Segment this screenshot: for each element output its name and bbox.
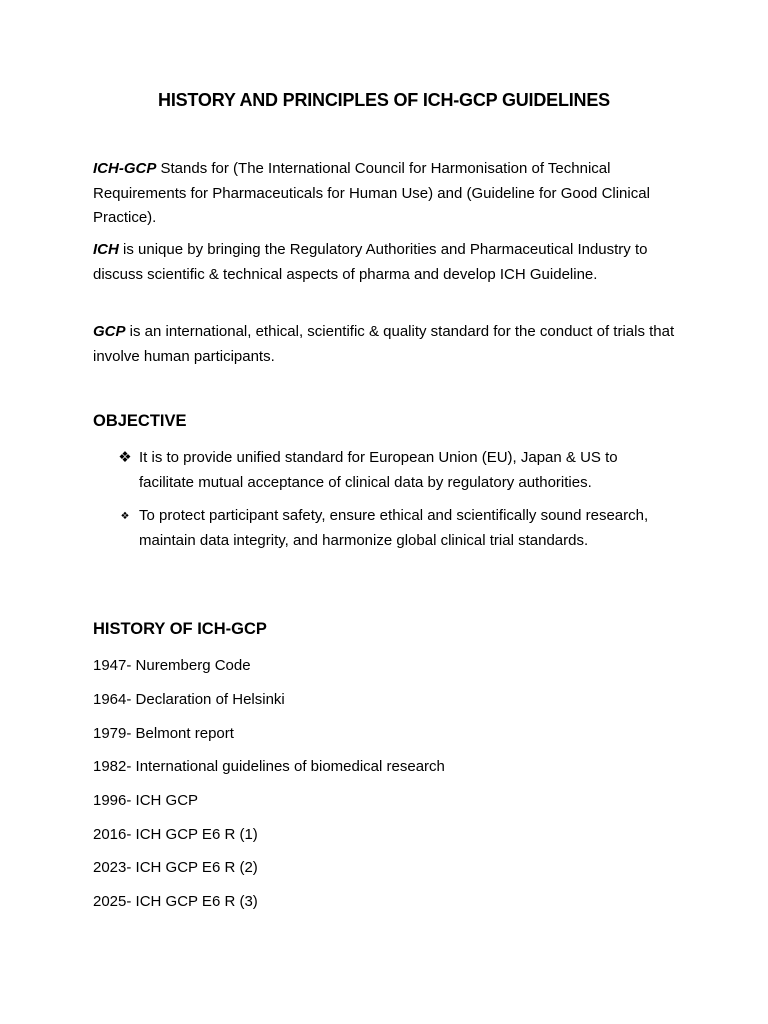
history-item: 2025- ICH GCP E6 R (3): [93, 893, 258, 910]
objective-bullet: [116, 504, 676, 553]
paragraph-gcp: [93, 320, 683, 369]
history-item: 1964- Declaration of Helsinki: [93, 691, 285, 708]
term-ich: ICH: [93, 241, 119, 258]
history-item: 1982- International guidelines of biomedical research: [93, 758, 445, 775]
history-item: 1979- Belmont report: [93, 725, 234, 742]
history-item: 1996- ICH GCP: [93, 792, 199, 809]
diamond-bullet-icon: ❖: [120, 511, 130, 522]
history-heading: HISTORY OF ICH-GCP: [93, 620, 267, 638]
diamond-bullet-icon: ❖: [118, 449, 132, 466]
history-item: 1947- Nuremberg Code: [93, 657, 251, 674]
objective-bullet: [116, 446, 676, 495]
history-item: 2016- ICH GCP E6 R (1): [93, 826, 258, 843]
paragraph-text: is unique by bringing the Regulatory Authorities and Pharmaceutical Industry to discuss scientific & technical aspects of pharma and develop ICH Guideline.: [93, 241, 648, 283]
bullet-text: To protect participant safety, ensure ethical and scientifically sound research, maintain data integrity, and harmonize global clinical trial standards.: [139, 507, 649, 549]
paragraph-ich: [93, 238, 683, 287]
objective-heading: OBJECTIVE: [93, 412, 187, 430]
paragraph-text: Stands for (The International Council for Harmonisation of Technical Requirements for Pharmaceuticals for Human Use) and (Guideline for Good Clinical Practice).: [93, 160, 650, 226]
term-gcp: GCP: [93, 323, 126, 340]
paragraph-text: is an international, ethical, scientific & quality standard for the conduct of trials that involve human participants.: [93, 323, 675, 365]
term-ich-gcp: ICH-GCP: [93, 160, 157, 177]
paragraph-ich-gcp: [93, 157, 683, 231]
bullet-text: It is to provide unified standard for European Union (EU), Japan & US to facilitate mutual acceptance of clinical data by regulatory authorities.: [139, 449, 618, 491]
document-title: HISTORY AND PRINCIPLES OF ICH-GCP GUIDELINES: [158, 90, 610, 110]
history-item: 2023- ICH GCP E6 R (2): [93, 859, 258, 876]
